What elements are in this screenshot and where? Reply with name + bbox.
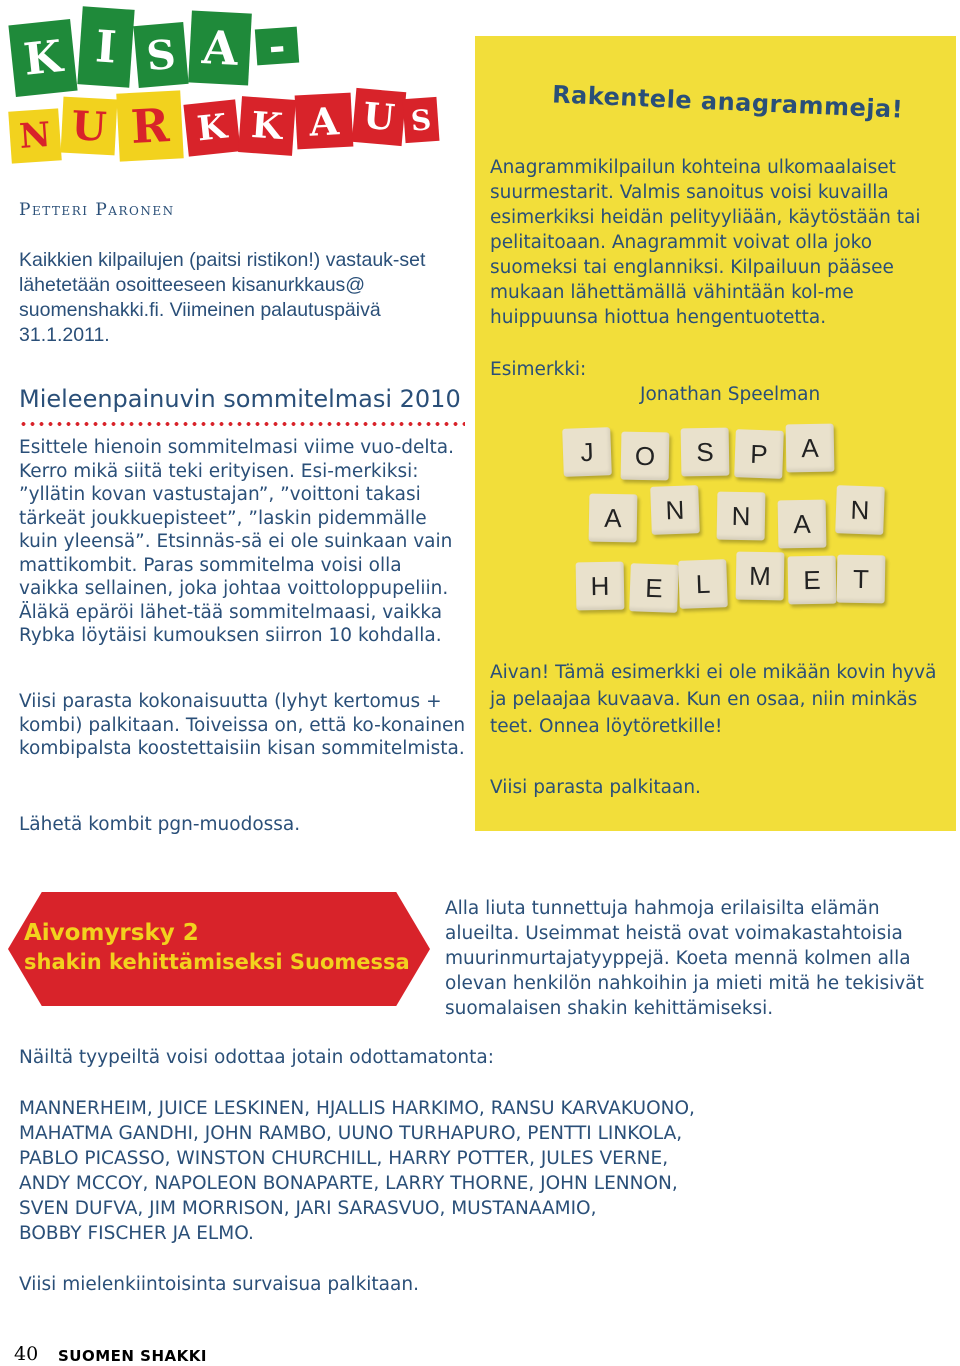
names-line: BOBBY FISCHER JA ELMO. (19, 1223, 254, 1244)
section-paragraph: Lähetä kombit pgn-muodossa. (19, 814, 301, 835)
names-line: MAHATMA GANDHI, JOHN RAMBO, UUNO TURHAPURO, PENTTI LINKOLA, (19, 1123, 683, 1144)
title-tile: S (133, 22, 188, 88)
letter-tile: T (837, 555, 886, 604)
title-tile: K (238, 96, 296, 156)
title-tile: U (352, 88, 407, 146)
names-line: PABLO PICASSO, WINSTON CHURCHILL, HARRY POTTER, JULES VERNE, (19, 1148, 669, 1169)
letter-tile: N (835, 485, 885, 535)
title-tile: K (183, 99, 240, 156)
letter-tile: N (650, 485, 700, 535)
panel-paragraph: Anagrammikilpailun kohteina ulkomaalaiset suurmestarit. Valmis sanoitus voisi kuvailla esimerkiksi heidän pelityyliään, käytöstään tai pelitaitoaan. Anagrammit voivat olla joko suomeksi tai englanniksi. Kilpailuun pääsee mukaan lähettämällä vähintään kol-me huippuunsa hiottua hengentuotetta. (490, 157, 921, 328)
letter-tile: H (576, 562, 625, 611)
names-line: MANNERHEIM, JUICE LESKINEN, HJALLIS HARKIMO, RANSU KARVAKUONO, (19, 1098, 695, 1119)
closing-text: Viisi mielenkiintoisinta survaisua palkitaan. (19, 1274, 419, 1295)
section-heading: Mieleenpainuvin sommitelmasi 2010 (19, 385, 461, 413)
letter-tile: L (678, 559, 728, 609)
section-paragraph: Esittele hienoin sommitelmasi viime vuo-delta. Kerro mikä siitä teki erityisen. Esi-merkiksi: ”yllätin kovan vastustajan”, ”voittoni takasi tärkeät joukkuepisteet”, ”laskin pidemmälle kuin yleensä”. Etsinnäs-sä ei ole suinkaan vain mattikombit. Paras sommitelma voisi olla vaikka sellainen, joka johtaa voittoloppupeliin. Äläkä epäröi lähet-tää sommitelmaasi, vaikka Rybka löytäisi kumouksen siirron 10 kohdalla. (19, 437, 454, 646)
panel-corner-notch (940, 40, 952, 52)
letter-tile: E (788, 556, 837, 605)
panel-paragraph: Aivan! Tämä esimerkki ei ole mikään kovin hyvä ja pelaajaa kuvaava. Kun en osaa, niin minkäs teet. Onnea löytöretkille! (490, 662, 937, 737)
title-tile: A (188, 10, 252, 85)
panel-title: Rakentele anagrammeja! (551, 80, 904, 124)
panel-corner-notch (482, 818, 494, 830)
letter-tile: E (629, 563, 679, 613)
section-paragraph: Alla liuta tunnettuja hahmoja erilaisilta elämän alueilta. Useimmat heistä ovat voimakastahtoisia muurinmurtajatyyppejä. Koeta mennä kolmen alla olevan henkilön nahkoihin ja mieti mitä he tekisivät suomalaisen shakin kehittämiseksi. (445, 898, 924, 1019)
dotted-divider (19, 421, 465, 427)
letter-tile: O (621, 432, 670, 481)
letter-tile: S (681, 428, 730, 477)
letter-tile: P (734, 429, 784, 479)
panel-paragraph: Viisi parasta palkitaan. (490, 777, 701, 798)
author-name: Petteri Paronen (19, 200, 175, 220)
title-tile: U (61, 97, 118, 156)
title-tile: S (403, 97, 440, 143)
panel-corner-notch (940, 818, 952, 830)
title-tile: I (77, 6, 134, 87)
intro-text: Kaikkien kilpailujen (paitsi ristikon!) vastauk-set lähetetään osoitteeseen kisanurkkaus@ suomenshakki.fi. Viimeinen palautuspäivä 31.1.2011. (19, 249, 426, 346)
names-line: SVEN DUFVA, JIM MORRISON, JARI SARASVUO, MUSTANAAMIO, (19, 1198, 597, 1219)
example-label: Esimerkki: (490, 359, 587, 380)
letter-tile: N (717, 492, 766, 541)
aivomyrsky-banner (8, 892, 430, 1006)
section-paragraph: Viisi parasta kokonaisuutta (lyhyt kertomus + kombi) palkitaan. Toiveissa on, että ko-konainen kombipalsta koostettaisiin kisan sommitelmista. (19, 691, 466, 759)
letter-tile: A (778, 500, 827, 549)
magazine-name: SUOMEN SHAKKI (58, 1347, 207, 1365)
page-number: 40 (14, 1343, 39, 1365)
title-tile: R (116, 90, 183, 161)
letter-tile: A (589, 494, 638, 543)
panel-corner-notch (482, 40, 494, 52)
title-tile: N (8, 108, 62, 163)
names-list (19, 1096, 695, 1246)
letter-tile: M (736, 552, 785, 601)
banner-subtitle: shakin kehittämiseksi Suomessa (24, 950, 410, 974)
names-line: ANDY MCCOY, NAPOLEON BONAPARTE, LARRY THORNE, JOHN LENNON, (19, 1173, 678, 1194)
banner-title: Aivomyrsky 2 (24, 920, 199, 946)
names-lead: Näiltä tyypeiltä voisi odottaa jotain odottamatonta: (19, 1047, 494, 1068)
title-tile: A (295, 93, 354, 150)
example-name: Jonathan Speelman (640, 384, 821, 405)
letter-tile: J (562, 427, 612, 477)
title-tile: K (8, 19, 77, 97)
title-tile: - (255, 27, 299, 66)
letter-tile: A (786, 424, 835, 473)
